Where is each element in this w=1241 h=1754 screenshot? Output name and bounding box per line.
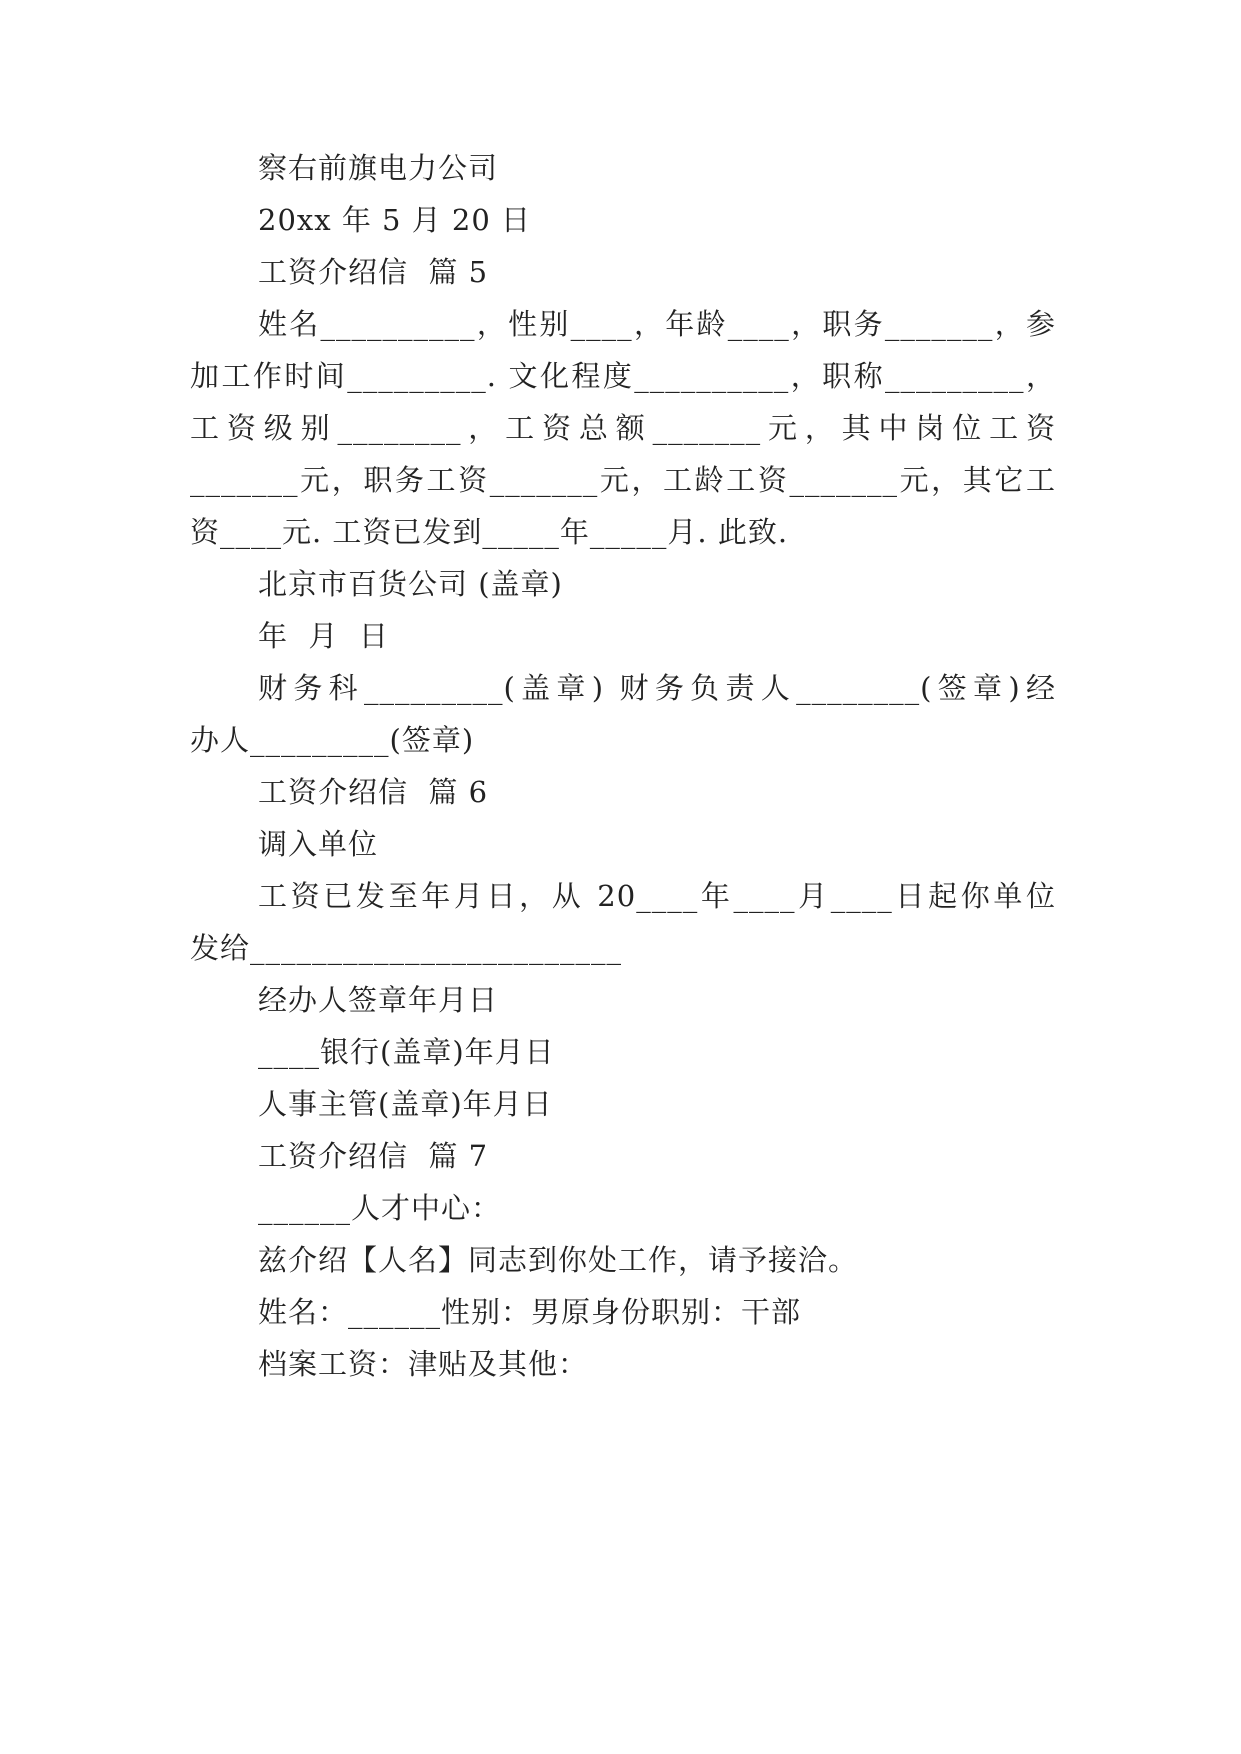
form-line: _______元，职务工资_______元，工龄工资_______元，其它工 — [190, 463, 1056, 497]
form-line: 加工作时间_________. 文化程度__________，职称_________， — [190, 359, 1056, 393]
date-line: 20xx 年 5 月 20 日 — [258, 203, 532, 237]
form-line: 发给________________________ — [190, 931, 623, 965]
finance-signature-line: 办人_________(签章) — [190, 723, 475, 757]
section-heading-6: 工资介绍信 篇 6 — [258, 775, 489, 809]
form-line: 兹介绍【人名】同志到你处工作，请予接洽。 — [258, 1243, 859, 1277]
form-line: ______人才中心： — [258, 1191, 502, 1225]
finance-signature-line: 财务科_________(盖章) 财务负责人________(签章)经 — [258, 671, 1056, 705]
form-line: 经办人签章年月日 — [258, 983, 499, 1017]
signature-company-line: 北京市百货公司 (盖章) — [258, 567, 563, 601]
section-heading-7: 工资介绍信 篇 7 — [258, 1139, 489, 1173]
signature-date-line: 年 月 日 — [258, 619, 389, 653]
form-line: 资____元. 工资已发到_____年_____月. 此致. — [190, 515, 789, 549]
section-heading-5: 工资介绍信 篇 5 — [258, 255, 489, 289]
form-line: 工资级别________，工资总额_______元，其中岗位工资 — [190, 411, 1056, 445]
form-line: 姓名__________，性别____，年龄____，职务_______，参 — [258, 307, 1056, 341]
form-line: 人事主管(盖章)年月日 — [258, 1087, 553, 1121]
company-name-line: 察右前旗电力公司 — [258, 151, 499, 185]
form-line: ____银行(盖章)年月日 — [258, 1035, 555, 1069]
form-line: 档案工资：津贴及其他： — [258, 1347, 589, 1381]
form-line: 工资已发至年月日，从 20____年____月____日起你单位 — [258, 879, 1056, 913]
form-line: 调入单位 — [258, 827, 379, 861]
form-line: 姓名：______性别：男原身份职别：干部 — [258, 1295, 802, 1329]
